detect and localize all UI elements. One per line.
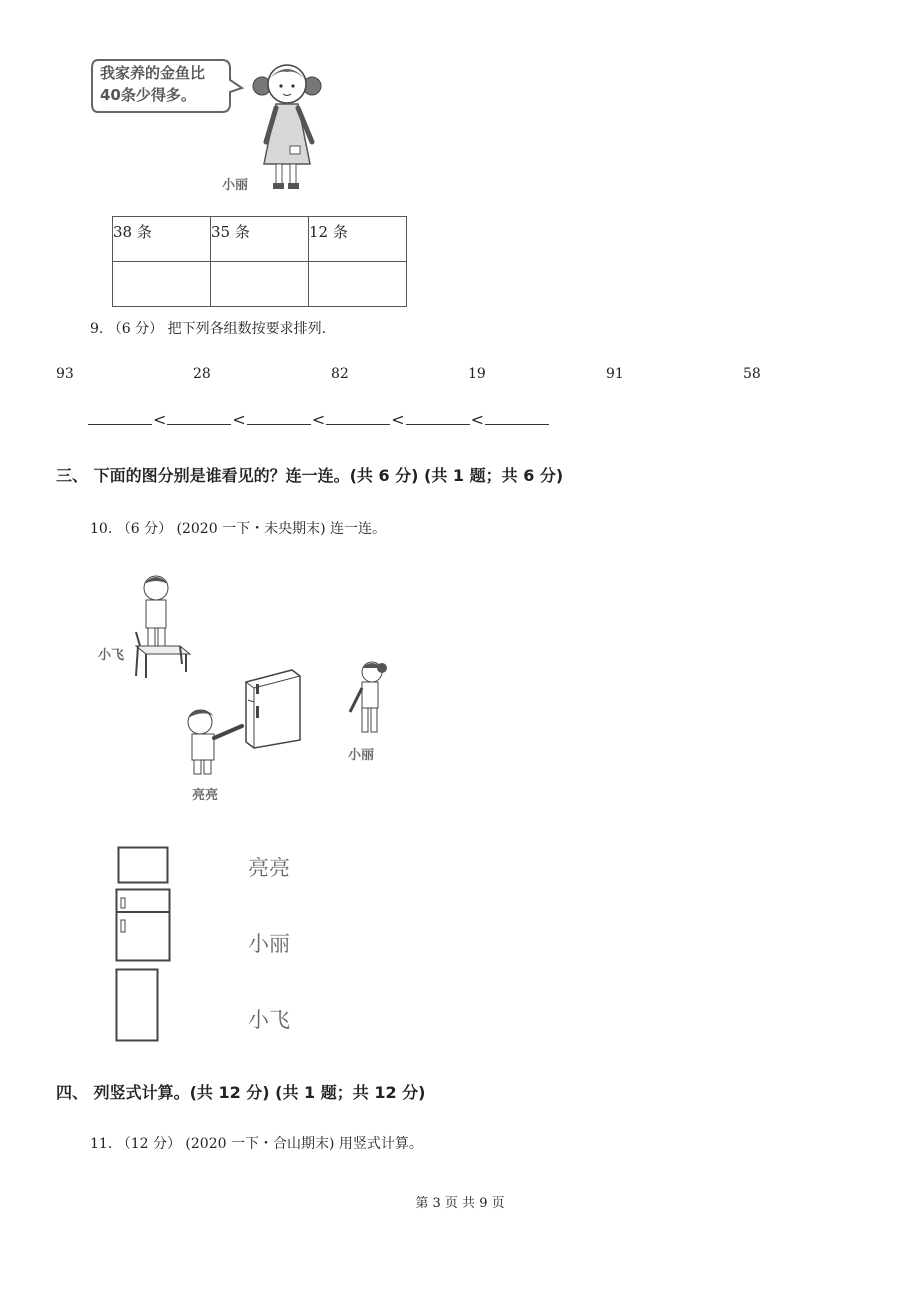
answer-table [112,216,407,307]
option-label: 38 条 [113,223,152,241]
less-than-sign: < [311,410,326,429]
less-than-sign: < [470,410,485,429]
number-item: 28 [193,366,211,382]
page-number: 第 3 页 共 9 页 [415,1196,505,1211]
number-item: 91 [606,366,624,382]
number-item: 19 [468,366,486,382]
view-option-2[interactable] [115,888,171,962]
answer-blank[interactable] [88,410,152,425]
option-cell [309,217,407,262]
section-3-title: 三、 下面的图分别是谁看见的？连一连。(共 6 分) (共 1 题；共 6 分) [56,466,564,485]
fridge-figure [246,670,300,748]
scene-label-xiaofei: 小飞 [98,648,125,663]
boy-pointing-figure [188,709,242,774]
number-item: 58 [743,366,761,382]
option-cell [211,217,309,262]
girl-name-label: 小丽 [222,178,249,193]
section-4-title: 四、 列竖式计算。(共 12 分) (共 1 题；共 12 分) [56,1083,426,1102]
less-than-sign: < [232,410,246,429]
option-label: 35 条 [211,223,250,241]
answer-blank[interactable] [167,410,231,425]
number-item: 93 [56,366,74,382]
bubble-line-2: 40条少得多。 [100,86,196,104]
answer-cell[interactable] [309,262,407,307]
speech-bubble [90,58,250,114]
answer-blank[interactable] [406,410,470,425]
scene-label-xiaoli: 小丽 [348,748,375,763]
answer-blank[interactable] [247,410,311,425]
less-than-sign: < [391,410,405,429]
option-cell [113,217,211,262]
match-label-xiaofei[interactable]: 小飞 [248,1008,290,1032]
option-label: 12 条 [309,223,348,241]
boy-on-chair-figure [136,576,190,678]
scene-illustration [96,572,396,806]
answer-cell[interactable] [211,262,309,307]
question-11-label: 11. （12 分） (2020 一下・合山期末) 用竖式计算。 [90,1136,423,1152]
girl-figure [350,662,387,732]
match-label-liangliang[interactable]: 亮亮 [248,856,290,880]
answer-blank[interactable] [485,410,549,425]
view-option-1[interactable] [117,846,169,884]
question-9-label: 9. （6 分） 把下列各组数按要求排列. [90,321,327,337]
number-item: 82 [331,366,349,382]
scene-label-liangliang: 亮亮 [192,788,219,803]
view-option-3[interactable] [115,968,159,1042]
match-label-xiaoli[interactable]: 小丽 [248,932,290,956]
answer-cell[interactable] [113,262,211,307]
question-10-label: 10. （6 分） (2020 一下・未央期末) 连一连。 [90,521,386,537]
girl-illustration [250,56,330,192]
bubble-line-1: 我家养的金鱼比 [100,64,206,82]
answer-blank[interactable] [326,410,390,425]
less-than-sign: < [153,410,167,429]
ordering-blanks [88,410,549,429]
